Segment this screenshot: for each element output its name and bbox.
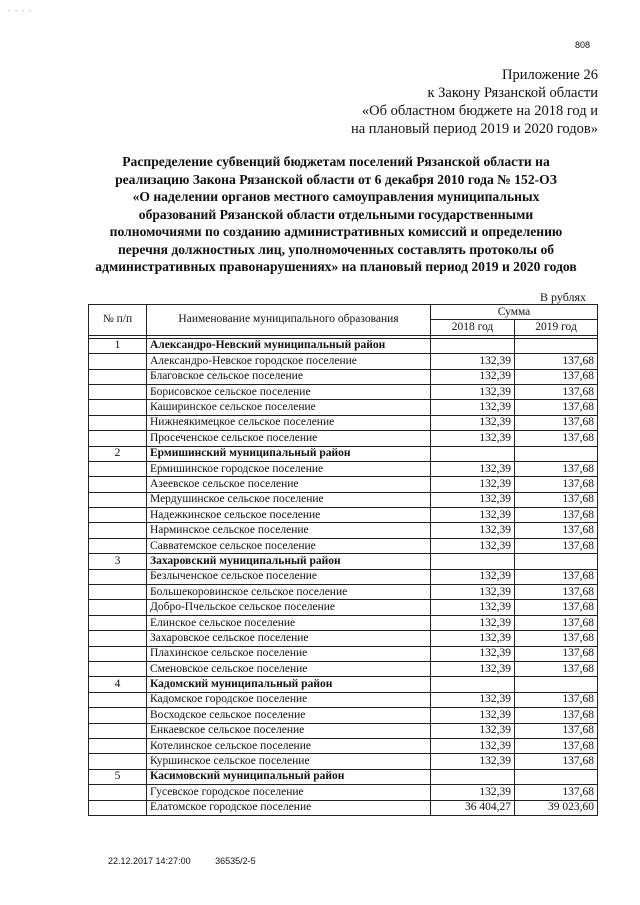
amount-2018: 36 404,27 (431, 800, 515, 815)
header-number: № п/п (89, 305, 147, 336)
header-year-2019: 2019 год (515, 320, 598, 335)
amount-2018: 132,39 (431, 631, 515, 646)
district-number: 4 (89, 677, 147, 692)
empty-cell (431, 769, 515, 784)
empty-cell (89, 631, 147, 646)
amount-2018: 132,39 (431, 354, 515, 369)
currency-unit-label: В рублях (540, 290, 587, 304)
empty-cell (89, 723, 147, 738)
settlement-row (89, 400, 598, 415)
settlement-name: Безлыченское сельское поселение (147, 569, 431, 584)
amount-2019: 137,68 (515, 400, 598, 415)
settlement-row (89, 754, 598, 769)
settlement-name: Мердушинское сельское поселение (147, 492, 431, 507)
amount-2019: 137,68 (515, 723, 598, 738)
amount-2019: 137,68 (515, 477, 598, 492)
empty-cell (89, 477, 147, 492)
empty-cell (89, 523, 147, 538)
settlement-row (89, 785, 598, 800)
settlement-name: Кадомское городское поселение (147, 692, 431, 707)
amount-2018: 132,39 (431, 415, 515, 430)
settlement-name: Савватемское сельское поселение (147, 538, 431, 553)
amount-2019: 137,68 (515, 538, 598, 553)
district-name: Кадомский муниципальный район (147, 677, 431, 692)
district-name: Захаровский муниципальный район (147, 554, 431, 569)
amount-2019: 137,68 (515, 631, 598, 646)
appendix-line: на плановый период 2019 и 2020 годов» (350, 121, 598, 137)
settlement-name: Енкаевское сельское поселение (147, 723, 431, 738)
settlement-name: Добро-Пчельское сельское поселение (147, 600, 431, 615)
amount-2018: 132,39 (431, 754, 515, 769)
empty-cell (89, 738, 147, 753)
footer (108, 856, 278, 866)
amount-2019: 137,68 (515, 615, 598, 630)
settlement-row (89, 631, 598, 646)
settlement-row (89, 461, 598, 476)
amount-2019: 137,68 (515, 508, 598, 523)
appendix-line: Приложение 26 (502, 67, 598, 83)
district-row (89, 338, 598, 353)
empty-cell (89, 431, 147, 446)
title-line: реализацию Закона Рязанской области от 6 декабря 2010 года № 152-ОЗ (115, 171, 557, 187)
title-line: перечня должностных лиц, уполномоченных составлять протоколы об (117, 241, 555, 257)
amount-2018: 132,39 (431, 723, 515, 738)
settlement-name: Просеченское сельское поселение (147, 431, 431, 446)
empty-cell (89, 615, 147, 630)
settlement-row (89, 523, 598, 538)
settlement-name: Нарминское сельское поселение (147, 523, 431, 538)
empty-cell (89, 646, 147, 661)
empty-cell (89, 600, 147, 615)
amount-2019: 137,68 (515, 738, 598, 753)
district-number: 2 (89, 446, 147, 461)
settlement-row (89, 431, 598, 446)
amount-2018: 132,39 (431, 508, 515, 523)
header-sum: Сумма (431, 305, 598, 320)
empty-cell (431, 338, 515, 353)
settlement-row (89, 508, 598, 523)
amount-2018: 132,39 (431, 384, 515, 399)
scan-mark: - - - - (8, 6, 33, 15)
district-row (89, 554, 598, 569)
empty-cell (431, 677, 515, 692)
settlement-name: Надежкинское сельское поселение (147, 508, 431, 523)
settlement-name: Большекоровинское сельское поселение (147, 585, 431, 600)
amount-2019: 137,68 (515, 369, 598, 384)
amount-2018: 132,39 (431, 477, 515, 492)
title-line: Распределение субвенций бюджетам поселений Рязанской области на (122, 154, 550, 169)
empty-cell (89, 569, 147, 584)
settlement-name: Захаровское сельское поселение (147, 631, 431, 646)
district-name: Ермишинский муниципальный район (147, 446, 431, 461)
empty-cell (89, 585, 147, 600)
title-line: «О наделении органов местного самоуправления муниципальных (132, 189, 540, 204)
settlement-row (89, 661, 598, 676)
amount-2018: 132,39 (431, 492, 515, 507)
subsidy-table (88, 304, 598, 816)
amount-2019: 137,68 (515, 492, 598, 507)
amount-2018: 132,39 (431, 538, 515, 553)
empty-cell (515, 446, 598, 461)
title-line: полномочиями по созданию административных комиссий и определению (109, 224, 563, 239)
settlement-name: Плахинское сельское поселение (147, 646, 431, 661)
amount-2018: 132,39 (431, 738, 515, 753)
empty-cell (89, 354, 147, 369)
amount-2018: 132,39 (431, 661, 515, 676)
settlement-name: Александро-Невское городское поселение (147, 354, 431, 369)
empty-cell (89, 800, 147, 815)
amount-2019: 137,68 (515, 461, 598, 476)
header-name: Наименование муниципального образования (147, 305, 431, 336)
footer-timestamp: 22.12.2017 14:27:00 (108, 856, 191, 866)
empty-cell (515, 769, 598, 784)
district-name: Касимовский муниципальный район (147, 769, 431, 784)
amount-2018: 132,39 (431, 646, 515, 661)
page-number: 808 (575, 40, 591, 50)
empty-cell (431, 446, 515, 461)
title-line: административных правонарушениях» на плановый период 2019 и 2020 годов (95, 259, 577, 274)
settlement-row (89, 538, 598, 553)
amount-2019: 137,68 (515, 569, 598, 584)
settlement-name: Елинское сельское поселение (147, 615, 431, 630)
empty-cell (89, 785, 147, 800)
amount-2019: 137,68 (515, 708, 598, 723)
settlement-name: Куршинское сельское поселение (147, 754, 431, 769)
empty-cell (515, 554, 598, 569)
amount-2018: 132,39 (431, 600, 515, 615)
settlement-row (89, 569, 598, 584)
amount-2019: 137,68 (515, 754, 598, 769)
settlement-row (89, 738, 598, 753)
amount-2018: 132,39 (431, 615, 515, 630)
empty-cell (89, 692, 147, 707)
district-name: Александро-Невский муниципальный район (147, 338, 431, 353)
empty-cell (89, 508, 147, 523)
amount-2018: 132,39 (431, 585, 515, 600)
district-row (89, 677, 598, 692)
amount-2019: 137,68 (515, 646, 598, 661)
appendix-line: «Об областном бюджете на 2018 год и (361, 103, 598, 119)
amount-2018: 132,39 (431, 400, 515, 415)
appendix-line: к Закону Рязанской области (427, 85, 598, 101)
appendix-block (218, 66, 598, 138)
settlement-row (89, 692, 598, 707)
amount-2019: 137,68 (515, 415, 598, 430)
title-line: образований Рязанской области отдельными государственными (138, 206, 534, 222)
settlement-name: Борисовское сельское поселение (147, 384, 431, 399)
amount-2018: 132,39 (431, 692, 515, 707)
settlement-row (89, 585, 598, 600)
amount-2018: 132,39 (431, 523, 515, 538)
settlement-row (89, 708, 598, 723)
settlement-name: Ермишинское городское поселение (147, 461, 431, 476)
amount-2019: 137,68 (515, 523, 598, 538)
footer-doc-code: 36535/2-5 (215, 856, 256, 866)
empty-cell (89, 538, 147, 553)
amount-2019: 137,68 (515, 692, 598, 707)
empty-cell (89, 708, 147, 723)
document-title (62, 153, 610, 276)
empty-cell (89, 661, 147, 676)
amount-2019: 137,68 (515, 661, 598, 676)
district-row (89, 769, 598, 784)
settlement-name: Сменовское сельское поселение (147, 661, 431, 676)
settlement-name: Азеевское сельское поселение (147, 477, 431, 492)
empty-cell (89, 754, 147, 769)
district-number: 3 (89, 554, 147, 569)
amount-2018: 132,39 (431, 369, 515, 384)
amount-2019: 137,68 (515, 585, 598, 600)
district-number: 1 (89, 338, 147, 353)
empty-cell (515, 677, 598, 692)
amount-2018: 132,39 (431, 708, 515, 723)
settlement-name: Каширинское сельское поселение (147, 400, 431, 415)
amount-2019: 137,68 (515, 431, 598, 446)
empty-cell (515, 338, 598, 353)
empty-cell (89, 492, 147, 507)
amount-2019: 39 023,60 (515, 800, 598, 815)
settlement-name: Елатомское городское поселение (147, 800, 431, 815)
settlement-name: Благовское сельское поселение (147, 369, 431, 384)
header-year-2018: 2018 год (431, 320, 515, 335)
settlement-row (89, 600, 598, 615)
settlement-row (89, 646, 598, 661)
empty-cell (89, 461, 147, 476)
amount-2018: 132,39 (431, 569, 515, 584)
amount-2019: 137,68 (515, 384, 598, 399)
settlement-row (89, 415, 598, 430)
district-number: 5 (89, 769, 147, 784)
settlement-row (89, 477, 598, 492)
district-row (89, 446, 598, 461)
empty-cell (89, 400, 147, 415)
empty-cell (431, 554, 515, 569)
settlement-name: Восходское сельское поселение (147, 708, 431, 723)
empty-cell (89, 415, 147, 430)
settlement-name: Котелинское сельское поселение (147, 738, 431, 753)
settlement-row (89, 615, 598, 630)
settlement-name: Гусевское городское поселение (147, 785, 431, 800)
amount-2019: 137,68 (515, 785, 598, 800)
settlement-row (89, 492, 598, 507)
table-body (89, 338, 598, 815)
settlement-row (89, 369, 598, 384)
settlement-row (89, 800, 598, 815)
settlement-row (89, 723, 598, 738)
amount-2018: 132,39 (431, 785, 515, 800)
settlement-name: Нижнеякимецкое сельское поселение (147, 415, 431, 430)
amount-2019: 137,68 (515, 354, 598, 369)
amount-2018: 132,39 (431, 461, 515, 476)
settlement-row (89, 354, 598, 369)
settlement-row (89, 384, 598, 399)
amount-2019: 137,68 (515, 600, 598, 615)
amount-2018: 132,39 (431, 431, 515, 446)
empty-cell (89, 384, 147, 399)
empty-cell (89, 369, 147, 384)
